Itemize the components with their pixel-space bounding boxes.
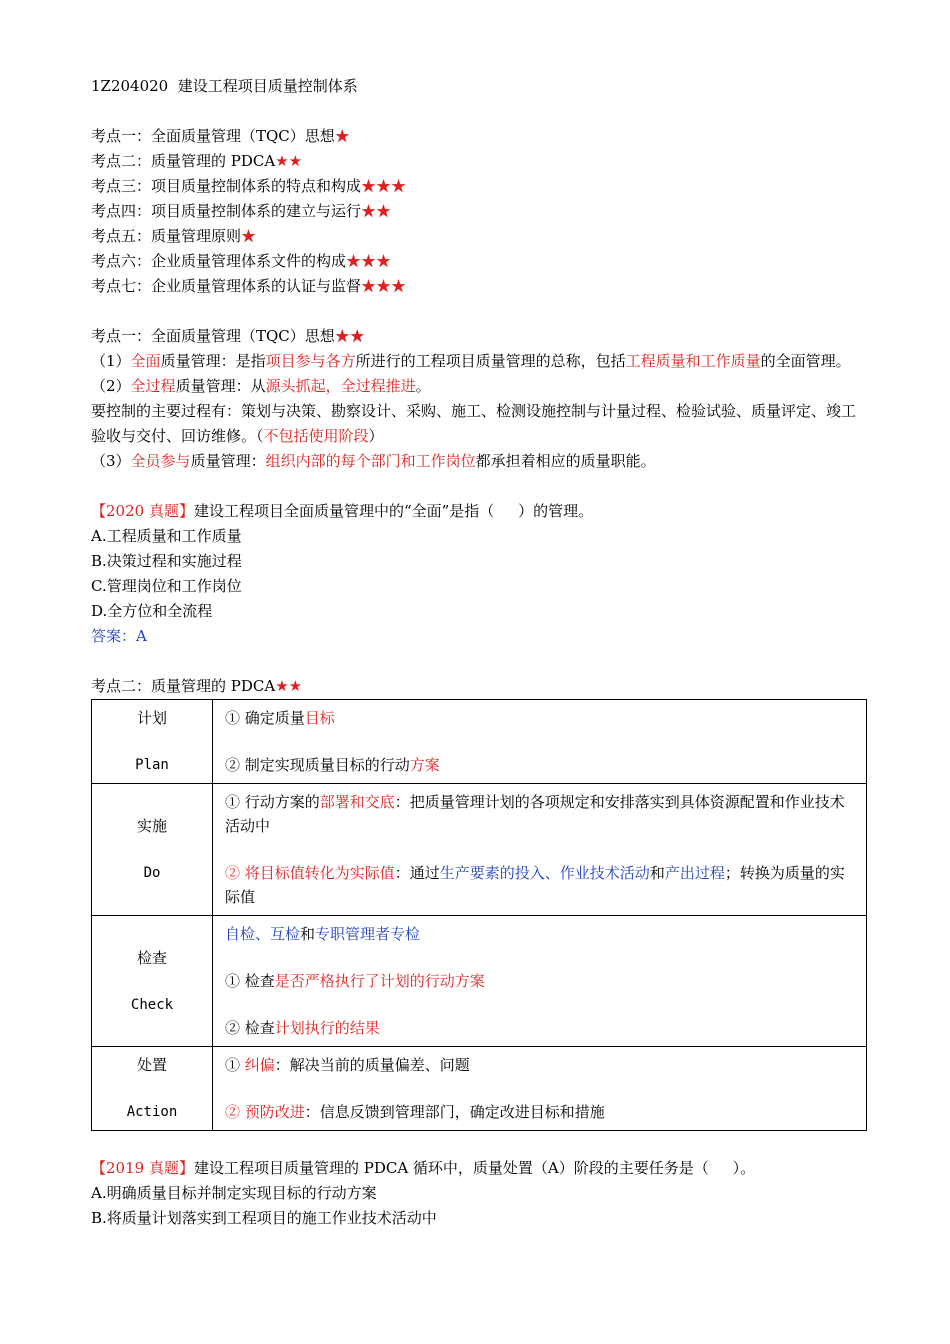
point1-paragraph-2: （2）全过程质量管理：从源头抓起，全过程推进。 [91, 377, 431, 395]
stage-cell: 实施 Do [92, 784, 213, 916]
description-cell: ① 行动方案的部署和交底：把质量管理计划的各项规定和安排落实到具体资源配置和作业技术活动中 ② 将目标值转化为实际值：通过生产要素的投入、作业技术活动和产出过程；转换为质量的实际值 [213, 784, 867, 916]
outline-item: 考点六：企业质量管理体系文件的构成★★★ [91, 252, 392, 270]
star-rating: ★★★ [346, 252, 392, 270]
answer-option: C.管理岗位和工作岗位 [91, 577, 242, 595]
pdca-table [91, 699, 867, 1131]
point1-paragraph-3: 要控制的主要过程有：策划与决策、勘察设计、采购、施工、检测设施控制与计量过程、检验试验、质量评定、竣工验收与交付、回访维修。（不包括使用阶段） [91, 402, 857, 445]
star-rating: ★★★ [361, 277, 407, 295]
star-rating: ★ [334, 127, 350, 145]
stage-cell: 处置 Action [92, 1047, 213, 1131]
answer-key: 答案：A [91, 627, 147, 645]
star-rating: ★ [241, 227, 257, 245]
exam-year-tag: 【2019 真题】 [91, 1159, 194, 1177]
answer-option: B.决策过程和实施过程 [91, 552, 242, 570]
answer-option: B.将质量计划落实到工程项目的施工作业技术活动中 [91, 1209, 437, 1227]
point2-heading: 考点二：质量管理的 PDCA★★ [91, 677, 303, 695]
stage-cell: 检查 Check [92, 916, 213, 1047]
table-row-plan [92, 700, 867, 784]
question-2020 [91, 499, 867, 649]
outline-item: 考点四：项目质量控制体系的建立与运行★★ [91, 202, 392, 220]
point1-paragraph-1: （1）全面质量管理：是指项目参与各方所进行的工程项目质量管理的总称，包括工程质量和工作质量的全面管理。 [91, 352, 851, 370]
description-cell: ① 纠偏：解决当前的质量偏差、问题 ② 预防改进：信息反馈到管理部门，确定改进目标和措施 [213, 1047, 867, 1131]
answer-option: D.全方位和全流程 [91, 602, 213, 620]
star-rating: ★★ [275, 677, 303, 695]
outline-item: 考点三：项目质量控制体系的特点和构成★★★ [91, 177, 407, 195]
outline-item: 考点五：质量管理原则★ [91, 227, 257, 245]
star-rating: ★★★ [361, 177, 407, 195]
outline-list [91, 124, 867, 299]
question-stem: 【2019 真题】建设工程项目质量管理的 PDCA 循环中，质量处置（A）阶段的主要任务是（ ）。 [91, 1159, 756, 1177]
question-2019 [91, 1156, 867, 1231]
outline-item: 考点七：企业质量管理体系的认证与监督★★★ [91, 277, 407, 295]
answer-option: A.工程质量和工作质量 [91, 527, 242, 545]
question-stem: 【2020 真题】建设工程项目全面质量管理中的“全面”是指（ ）的管理。 [91, 502, 594, 520]
answer-option: A.明确质量目标并制定实现目标的行动方案 [91, 1184, 377, 1202]
outline-item: 考点二：质量管理的 PDCA★★ [91, 152, 303, 170]
stage-cell: 计划 Plan [92, 700, 213, 784]
description-cell: ① 确定质量目标 ② 制定实现质量目标的行动方案 [213, 700, 867, 784]
point1-paragraph-4: （3）全员参与质量管理：组织内部的每个部门和工作岗位都承担着相应的质量职能。 [91, 452, 656, 470]
description-cell: 自检、互检和专职管理者专检 ① 检查是否严格执行了计划的行动方案 ② 检查计划执行的结果 [213, 916, 867, 1047]
exam-year-tag: 【2020 真题】 [91, 502, 194, 520]
star-rating: ★★ [361, 202, 392, 220]
table-row-check [92, 916, 867, 1047]
outline-item: 考点一：全面质量管理（TQC）思想★ [91, 127, 350, 145]
table-row-action [92, 1047, 867, 1131]
document-page [91, 74, 867, 1231]
point1-heading: 考点一：全面质量管理（TQC）思想★★ [91, 327, 365, 345]
table-row-do [92, 784, 867, 916]
star-rating: ★★ [275, 152, 303, 170]
section-title: 1Z204020 建设工程项目质量控制体系 [91, 77, 358, 95]
star-rating: ★★ [334, 327, 365, 345]
